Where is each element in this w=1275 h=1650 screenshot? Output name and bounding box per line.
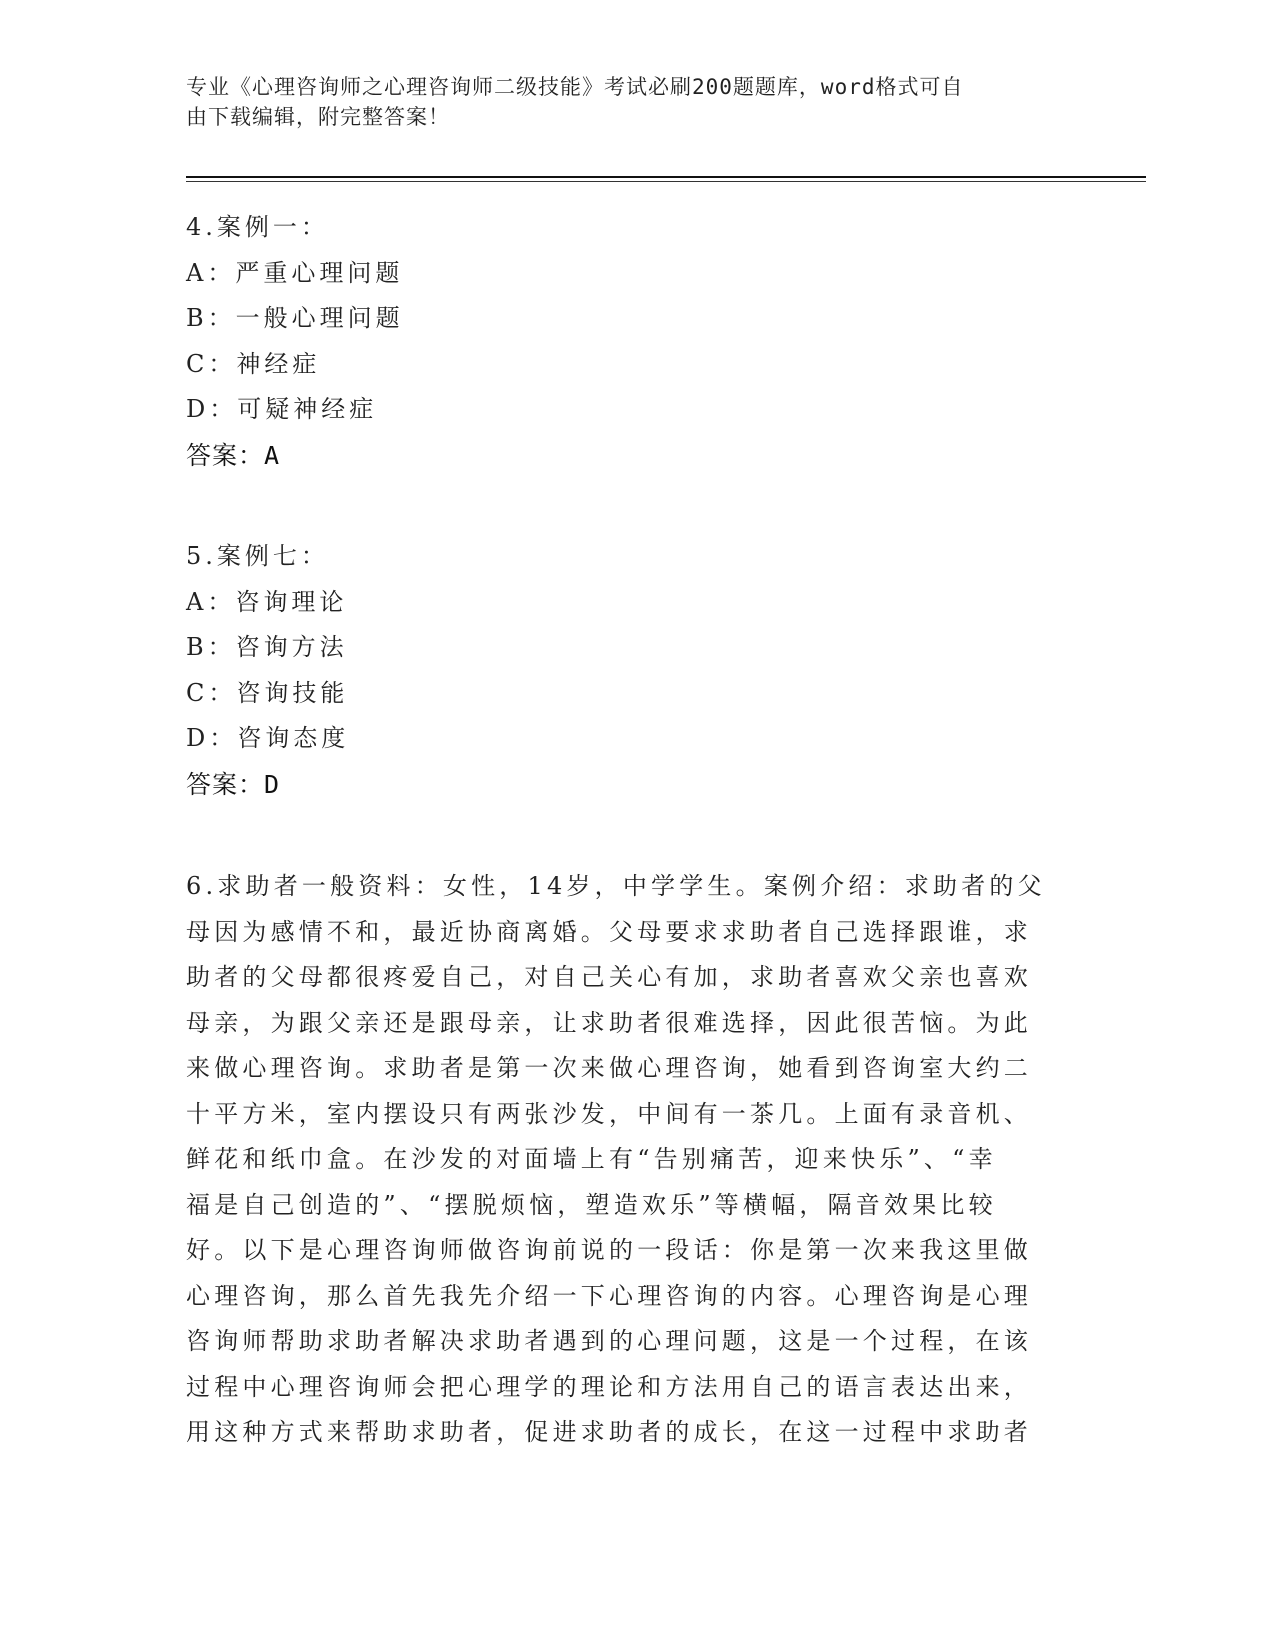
passage-line: 母因为感情不和，最近协商离婚。父母要求求助者自己选择跟谁，求 [186, 917, 1032, 946]
header-line-2: 由下载编辑，附完整答案！ [186, 105, 450, 129]
header-divider-thick [186, 176, 1146, 178]
option-a: A：咨询理论 [186, 587, 348, 616]
passage-line: 咨询师帮助求助者解决求助者遇到的心理问题，这是一个过程，在该 [186, 1327, 1032, 1355]
document-header [186, 72, 1066, 132]
answer-line [186, 762, 349, 808]
question-stem: 5.案例七： [186, 542, 329, 570]
passage-line: 十平方米，室内摆设只有两张沙发，中间有一茶几。上面有录音机、 [186, 1099, 1032, 1128]
header-line-1: 专业《心理咨询师之心理咨询师二级技能》考试必刷200题题库，word格式可自 [186, 75, 964, 99]
option-d: D：咨询态度 [186, 724, 350, 752]
answer-label: 答案： [186, 769, 265, 799]
question-5 [186, 534, 349, 807]
question-4 [186, 205, 404, 478]
header-divider-thin [186, 181, 1146, 182]
answer-label: 答案： [186, 440, 265, 470]
option-d: D：可疑神经症 [186, 395, 378, 423]
passage-line: 用这种方式来帮助求助者，促进求助者的成长，在这一过程中求助者 [186, 1418, 1032, 1446]
passage-line: 来做心理咨询。求助者是第一次来做心理咨询，她看到咨询室大约二 [186, 1054, 1032, 1082]
option-c: C：咨询技能 [186, 678, 349, 707]
passage-line: 助者的父母都很疼爱自己，对自己关心有加，求助者喜欢父亲也喜欢 [186, 963, 1032, 991]
passage-line: 心理咨询，那么首先我先介绍一下心理咨询的内容。心理咨询是心理 [186, 1281, 1032, 1310]
question-stem: 4.案例一： [186, 213, 329, 241]
answer-value: D [264, 769, 281, 799]
answer-line [186, 433, 404, 479]
passage-line: 母亲，为跟父亲还是跟母亲，让求助者很难选择，因此很苦恼。为此 [186, 1008, 1032, 1037]
option-c: C：神经症 [186, 349, 321, 378]
answer-value: A [264, 440, 281, 470]
passage-line: 6.求助者一般资料：女性，14岁，中学学生。案例介绍：求助者的父 [186, 872, 1046, 900]
option-b: B：咨询方法 [186, 633, 348, 661]
passage-line: 好。以下是心理咨询师做咨询前说的一段话：你是第一次来我这里做 [186, 1236, 1032, 1264]
passage-line: 鲜花和纸巾盒。在沙发的对面墙上有“告别痛苦，迎来快乐”、“幸 [186, 1145, 997, 1173]
option-a: A：严重心理问题 [186, 258, 404, 287]
question-6-passage [186, 864, 1046, 1456]
passage-line: 福是自己创造的”、“摆脱烦恼，塑造欢乐”等横幅，隔音效果比较 [186, 1190, 997, 1219]
passage-line: 过程中心理咨询师会把心理学的理论和方法用自己的语言表达出来， [186, 1372, 1032, 1401]
option-b: B：一般心理问题 [186, 304, 404, 332]
